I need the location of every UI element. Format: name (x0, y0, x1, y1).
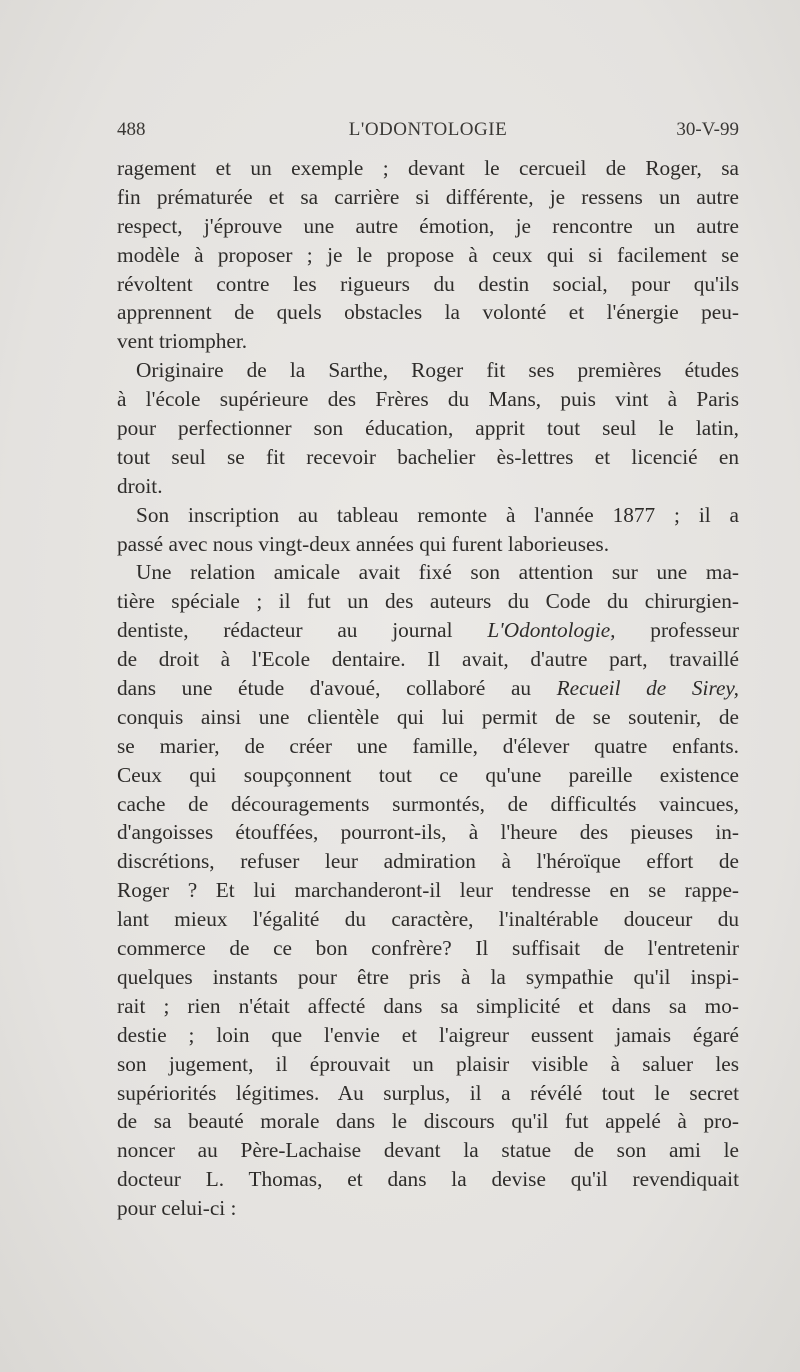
text-line (117, 1021, 739, 1050)
running-header (117, 119, 739, 149)
text-line (117, 963, 739, 992)
text-segment: de sa beauté morale dans le discours qu'il fut appelé à pro- (117, 1109, 739, 1134)
text-segment: cache de découragements surmontés, de difficultés vaincues, (117, 791, 739, 816)
text-line (117, 876, 739, 905)
text-segment: docteur L. Thomas, et dans la devise qu'il revendiquait (117, 1167, 739, 1192)
text-line (117, 356, 739, 385)
text-line (117, 472, 739, 501)
text-segment: Son inscription au tableau remonte à l'année 1877 ; il a (136, 502, 739, 527)
text-segment: tière spéciale ; il fut un des auteurs du Code du chirurgien- (117, 589, 739, 614)
text-line (117, 645, 739, 674)
text-line (117, 212, 739, 241)
text-line (117, 154, 739, 183)
text-line (117, 674, 739, 703)
text-line (117, 905, 739, 934)
text-segment: commerce de ce bon confrère? Il suffisait de l'entretenir (117, 936, 739, 961)
text-line (117, 847, 739, 876)
text-line (117, 298, 739, 327)
text-line (117, 270, 739, 299)
text-segment: quelques instants pour être pris à la sympathie qu'il inspi- (117, 964, 739, 989)
text-segment: destie ; loin que l'envie et l'aigreur eussent jamais égaré (117, 1022, 739, 1047)
text-line (117, 732, 739, 761)
text-segment: discrétions, refuser leur admiration à l'héroïque effort de (117, 849, 739, 874)
text-segment: pour celui-ci : (117, 1196, 237, 1221)
text-segment: droit. (117, 473, 163, 498)
text-line (117, 818, 739, 847)
text-segment: d'angoisses étouffées, pourront-ils, à l'heure des pieuses in- (117, 820, 739, 845)
text-segment: noncer au Père-Lachaise devant la statue de son ami le (117, 1138, 739, 1163)
text-segment: dentiste, rédacteur au journal (117, 618, 488, 643)
text-segment: conquis ainsi une clientèle qui lui permit de se soutenir, de (117, 704, 739, 729)
text-segment: professeur (615, 618, 739, 643)
body-text (117, 154, 739, 1223)
text-segment: ragement et un exemple ; devant le cercueil de Roger, sa (117, 156, 739, 180)
text-line (117, 1194, 739, 1223)
text-line (117, 992, 739, 1021)
text-line (117, 1079, 739, 1108)
italic-title: L'Odontologie, (487, 618, 616, 643)
text-line (117, 616, 739, 645)
page-number: 488 (117, 119, 146, 140)
text-segment: révoltent contre les rigueurs du destin social, pour qu'ils (117, 271, 739, 296)
issue-date: 30-V-99 (676, 119, 739, 140)
text-line (117, 1107, 739, 1136)
text-segment: respect, j'éprouve une autre émotion, je rencontre un autre (117, 213, 739, 238)
text-line (117, 385, 739, 414)
text-segment: supériorités légitimes. Au surplus, il a révélé tout le secret (117, 1080, 739, 1105)
text-segment: son jugement, il éprouvait un plaisir visible à saluer les (117, 1051, 739, 1076)
text-segment: pour perfectionner son éducation, apprit tout seul le latin, (117, 416, 739, 441)
text-line (117, 934, 739, 963)
text-segment: passé avec nous vingt-deux années qui furent laborieuses. (117, 531, 610, 556)
italic-title: Recueil de Sirey, (556, 676, 739, 701)
text-line (117, 443, 739, 472)
text-segment: Originaire de la Sarthe, Roger fit ses premières études (136, 358, 739, 383)
text-line (117, 183, 739, 212)
text-segment: rait ; rien n'était affecté dans sa simplicité et dans sa mo- (117, 993, 739, 1018)
text-line (117, 241, 739, 270)
text-segment: Roger ? Et lui marchanderont-il leur tendresse en se rappe- (117, 878, 739, 903)
text-segment: modèle à proposer ; je le propose à ceux qui si facilement se (117, 242, 739, 267)
text-segment: tout seul se fit recevoir bachelier ès-lettres et licencié en (117, 444, 739, 469)
text-segment: fin prématurée et sa carrière si différente, je ressens un autre (117, 184, 739, 209)
text-line (117, 558, 739, 587)
text-segment: dans une étude d'avoué, collaboré au (117, 676, 557, 701)
text-line (117, 761, 739, 790)
text-line (117, 1050, 739, 1079)
text-line (117, 501, 739, 530)
text-segment: apprennent de quels obstacles la volonté et l'énergie peu- (117, 300, 739, 325)
text-line (117, 790, 739, 819)
running-title: L'ODONTOLOGIE (348, 119, 508, 140)
text-segment: de droit à l'Ecole dentaire. Il avait, d'autre part, travaillé (117, 647, 739, 672)
text-segment: Une relation amicale avait fixé son attention sur une ma- (136, 560, 739, 585)
text-line (117, 414, 739, 443)
text-line (117, 587, 739, 616)
text-segment: vent triompher. (117, 329, 248, 354)
text-line (117, 530, 739, 559)
text-line (117, 1165, 739, 1194)
text-segment: lant mieux l'égalité du caractère, l'inaltérable douceur du (117, 907, 739, 932)
text-line (117, 1136, 739, 1165)
text-line (117, 327, 739, 356)
text-segment: Ceux qui soupçonnent tout ce qu'une pareille existence (117, 762, 739, 787)
text-segment: se marier, de créer une famille, d'élever quatre enfants. (117, 733, 739, 758)
text-line (117, 703, 739, 732)
text-segment: à l'école supérieure des Frères du Mans, puis vint à Paris (117, 387, 739, 412)
